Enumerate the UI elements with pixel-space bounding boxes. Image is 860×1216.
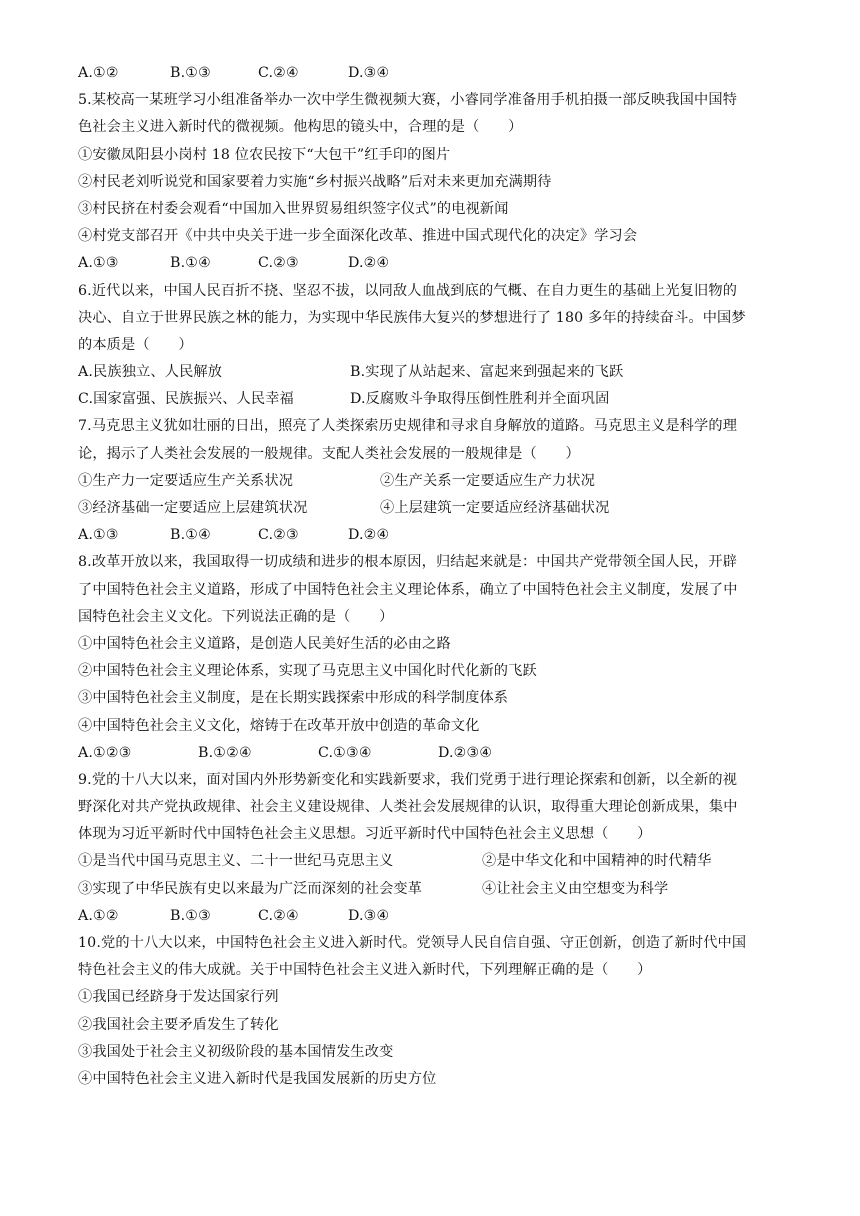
q10-stem-line-1: 10.党的十八大以来，中国特色社会主义进入新时代。党领导人民自信自强、守正创新，创造了新时代中国 (78, 935, 747, 951)
q8-options (78, 740, 786, 767)
q9-items-row-1 (78, 848, 786, 875)
q8-item-4: ④中国特色社会主义文化，熔铸于在改革开放中创造的革命文化 (78, 717, 480, 734)
q8-item-3: ③中国特色社会主义制度，是在长期实践探索中形成的科学制度体系 (78, 690, 509, 707)
q9-item-2: ②是中华文化和中国精神的时代精华 (482, 853, 712, 870)
q6-stem-line-1: 6.近代以来，中国人民百折不挠、坚忍不拔，以同敌人血战到底的气概、在自力更生的基础上光复旧物的 (78, 282, 738, 299)
q7-stem-line-1: 7.马克思主义犹如壮丽的日出，照亮了人类探索历史规律和寻求自身解放的道路。马克思主义是科学的理 (78, 418, 738, 435)
q5-stem-line-2: 色社会主义进入新时代的微视频。他构思的镜头中，合理的是（ ） (78, 119, 523, 136)
q9-options (78, 903, 786, 930)
q8-stem-line-2: 了中国特色社会主义道路，形成了中国特色社会主义理论体系，确立了中国特色社会主义制度，发展了中 (78, 581, 738, 598)
q6-options-row-1 (78, 359, 786, 386)
q10-item-4: ④中国特色社会主义进入新时代是我国发展新的历史方位 (78, 1070, 437, 1087)
q8-option-a: A.①②③ (78, 744, 132, 761)
q9-items-row-2 (78, 876, 786, 903)
q9-stem-line-1: 9.党的十八大以来，面对国内外形势新变化和实践新要求，我们党勇于进行理论探索和创新，以全新的视 (78, 771, 738, 788)
q5-item-4: ④村党支部召开《中共中央关于进一步全面深化改革、推进中国式现代化的决定》学习会 (78, 228, 638, 245)
q6-option-c: C.国家富强、民族振兴、人民幸福 (78, 391, 294, 408)
q5-option-b: B.①④ (170, 255, 211, 272)
q6-option-b: B.实现了从站起来、富起来到强起来的飞跃 (350, 364, 624, 381)
q10-item-3: ③我国处于社会主义初级阶段的基本国情发生改变 (78, 1043, 394, 1060)
q7-item-3: ③经济基础一定要适应上层建筑状况 (78, 500, 308, 516)
q4-options (78, 60, 786, 87)
q6-stem-line-2: 决心、自立于世界民族之林的能力，为实现中华民族伟大复兴的梦想进行了 180 多年的持续奋斗。中国梦 (78, 309, 746, 326)
q5-options (78, 250, 786, 277)
q4-option-a: A.①② (78, 65, 119, 81)
q6-options-row-2 (78, 386, 786, 413)
q9-stem-line-3: 体现为习近平新时代中国特色社会主义思想。习近平新时代中国特色社会主义思想（ ） (78, 826, 652, 843)
q7-option-d: D.②④ (348, 527, 390, 544)
q8-option-d: D.②③④ (438, 744, 493, 761)
q9-item-1: ①是当代中国马克思主义、二十一世纪马克思主义 (78, 853, 394, 870)
q5-option-a: A.①③ (78, 255, 119, 272)
q9-item-3: ③实现了中华民族有史以来最为广泛而深刻的社会变革 (78, 880, 423, 897)
q9-stem-line-2: 野深化对共产党执政规律、社会主义建设规律、人类社会发展规律的认识，取得重大理论创新成果，集中 (78, 799, 738, 816)
q7-items-row-1 (78, 468, 786, 495)
q6-option-a: A.民族独立、人民解放 (78, 364, 223, 381)
q4-option-b: B.①③ (170, 65, 211, 81)
q10-item-1: ①我国已经跻身于发达国家行列 (78, 989, 279, 1006)
q8-option-c: C.①③④ (318, 744, 372, 761)
q8-item-1: ①中国特色社会主义道路，是创造人民美好生活的必由之路 (78, 635, 451, 652)
q7-option-a: A.①③ (78, 527, 119, 544)
q7-stem-line-2: 论，揭示了人类社会发展的一般规律。支配人类社会发展的一般规律是（ ） (78, 445, 580, 462)
q5-item-3: ③村民挤在村委会观看“中国加入世界贸易组织签字仪式”的电视新闻 (78, 200, 509, 217)
q4-option-d: D.③④ (348, 65, 390, 81)
q10-stem-line-2: 特色社会主义的伟大成就。关于中国特色社会主义进入新时代，下列理解正确的是（ ） (78, 962, 652, 979)
q7-option-c: C.②③ (258, 527, 299, 544)
q7-option-b: B.①④ (170, 527, 211, 544)
q7-item-2: ②生产关系一定要适应生产力状况 (380, 472, 596, 489)
q8-stem-line-1: 8.改革开放以来，我国取得一切成绩和进步的根本原因，归结起来就是：中国共产党带领全国人民，开辟 (78, 554, 738, 571)
q9-option-b: B.①③ (170, 907, 211, 924)
q9-option-c: C.②④ (258, 907, 299, 924)
q5-option-d: D.②④ (348, 255, 390, 272)
q6-stem-line-3: 的本质是（ ） (78, 336, 193, 353)
q9-option-a: A.①② (78, 907, 119, 924)
q7-items-row-2 (78, 495, 786, 522)
q9-item-4: ④让社会主义由空想变为科学 (482, 880, 669, 897)
q4-option-c: C.②④ (258, 65, 299, 81)
q7-item-1: ①生产力一定要适应生产关系状况 (78, 472, 294, 489)
q5-stem-line-1: 5.某校高一某班学习小组准备举办一次中学生微视频大赛，小睿同学准备用手机拍摄一部反映我国中国特 (78, 92, 738, 109)
q8-stem-line-3: 国特色社会主义文化。下列说法正确的是（ ） (78, 608, 394, 625)
q5-item-1: ①安徽凤阳县小岗村 18 位农民按下“大包干”红手印的图片 (78, 146, 451, 163)
q6-option-d: D.反腐败斗争取得压倒性胜利并全面巩固 (350, 391, 610, 408)
q9-option-d: D.③④ (348, 907, 390, 924)
q10-item-2: ②我国社会主要矛盾发生了转化 (78, 1016, 279, 1033)
q8-item-2: ②中国特色社会主义理论体系，实现了马克思主义中国化时代化新的飞跃 (78, 663, 537, 680)
q7-item-4: ④上层建筑一定要适应经济基础状况 (380, 500, 610, 516)
q5-option-c: C.②③ (258, 255, 299, 272)
exam-page (78, 60, 786, 1093)
q5-item-2: ②村民老刘听说党和国家要着力实施“乡村振兴战略”后对未来更加充满期待 (78, 173, 552, 190)
q8-option-b: B.①②④ (198, 744, 252, 761)
q7-options (78, 522, 786, 549)
